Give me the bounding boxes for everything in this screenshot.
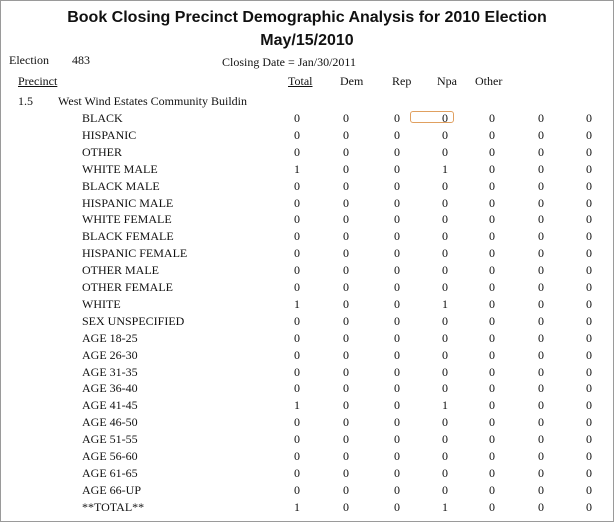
- row-label: AGE 36-40: [82, 381, 138, 396]
- row-label: AGE 61-65: [82, 465, 138, 480]
- row-value: 0: [586, 381, 592, 396]
- table-row: [0, 466, 614, 483]
- row-value: 0: [489, 144, 495, 159]
- table-row: [0, 128, 614, 145]
- row-value: 0: [294, 364, 300, 379]
- row-value: 0: [586, 347, 592, 362]
- row-value: 0: [294, 347, 300, 362]
- row-label: HISPANIC MALE: [82, 195, 174, 210]
- row-value: 0: [489, 127, 495, 142]
- row-value: 0: [343, 111, 349, 125]
- row-value: 0: [394, 449, 400, 463]
- table-row: [0, 196, 614, 213]
- row-value: 0: [442, 280, 448, 294]
- row-value: 0: [394, 280, 400, 294]
- row-value: 0: [489, 246, 495, 261]
- table-row: [0, 212, 614, 229]
- row-value: 0: [489, 381, 495, 396]
- table-row: [0, 263, 614, 280]
- row-label: WHITE: [82, 296, 121, 311]
- row-value: 0: [442, 263, 448, 278]
- table-row: [0, 415, 614, 432]
- row-value: 0: [442, 144, 448, 159]
- row-value: 0: [489, 499, 495, 514]
- row-value: 0: [489, 313, 495, 328]
- row-value: 0: [586, 449, 592, 463]
- table-row: [0, 331, 614, 348]
- row-value: 0: [538, 364, 544, 379]
- row-value: 0: [442, 212, 448, 227]
- row-value: 0: [538, 263, 544, 278]
- row-value: 0: [442, 415, 448, 430]
- table-row: [0, 483, 614, 500]
- row-value: 0: [489, 263, 495, 278]
- row-value: 0: [394, 229, 400, 244]
- row-value: 0: [343, 499, 349, 514]
- row-value: 0: [442, 195, 448, 210]
- row-value: 0: [394, 127, 400, 142]
- table-row: [0, 449, 614, 466]
- row-value: 0: [343, 364, 349, 379]
- row-value: 0: [394, 364, 400, 379]
- row-value: 1: [294, 161, 300, 176]
- row-value: 0: [294, 263, 300, 278]
- row-value: 0: [343, 229, 349, 244]
- row-value: 0: [489, 280, 495, 294]
- table-row: [0, 179, 614, 196]
- row-value: 0: [586, 296, 592, 311]
- row-value: 0: [294, 313, 300, 328]
- header-npa: Npa: [437, 74, 457, 88]
- row-value: 0: [538, 465, 544, 480]
- row-value: 0: [394, 263, 400, 278]
- row-value: 0: [489, 415, 495, 430]
- row-value: 0: [343, 161, 349, 176]
- row-value: 0: [489, 347, 495, 362]
- row-label: AGE 51-55: [82, 432, 138, 447]
- row-value: 0: [538, 398, 544, 413]
- row-value: 0: [343, 313, 349, 328]
- row-value: 1: [294, 398, 300, 413]
- row-value: 0: [394, 415, 400, 430]
- row-value: 0: [294, 127, 300, 142]
- row-value: 0: [343, 432, 349, 447]
- row-label: BLACK: [82, 111, 123, 125]
- row-value: 0: [586, 364, 592, 379]
- row-label: WHITE FEMALE: [82, 212, 172, 227]
- row-value: 0: [489, 465, 495, 480]
- row-value: 0: [538, 178, 544, 193]
- row-value: 0: [394, 212, 400, 227]
- row-value: 0: [394, 195, 400, 210]
- row-value: 0: [538, 212, 544, 227]
- row-value: 0: [489, 482, 495, 497]
- row-value: 0: [394, 161, 400, 176]
- header-total: Total: [288, 74, 313, 88]
- row-label: BLACK MALE: [82, 178, 160, 193]
- row-value: 0: [586, 161, 592, 176]
- row-value: 0: [343, 296, 349, 311]
- row-value: 1: [442, 499, 448, 514]
- row-value: 0: [442, 347, 448, 362]
- row-label: AGE 46-50: [82, 415, 138, 430]
- row-value: 0: [394, 499, 400, 514]
- row-value: 0: [442, 246, 448, 261]
- row-value: 0: [586, 415, 592, 430]
- row-value: 0: [294, 144, 300, 159]
- row-value: 0: [442, 111, 448, 125]
- row-value: 0: [586, 499, 592, 514]
- row-value: 0: [294, 415, 300, 430]
- table-row: [0, 145, 614, 162]
- row-value: 0: [394, 381, 400, 396]
- row-value: 0: [343, 127, 349, 142]
- table-row: [0, 348, 614, 365]
- table-row: [0, 314, 614, 331]
- row-value: 0: [394, 313, 400, 328]
- row-value: 0: [394, 432, 400, 447]
- row-value: 0: [343, 465, 349, 480]
- row-value: 0: [343, 347, 349, 362]
- row-value: 0: [538, 144, 544, 159]
- row-value: 0: [538, 127, 544, 142]
- row-label: AGE 56-60: [82, 449, 138, 463]
- row-value: 0: [538, 161, 544, 176]
- closing-date: Closing Date = Jan/30/2011: [222, 55, 356, 69]
- row-value: 0: [394, 178, 400, 193]
- row-value: 0: [343, 330, 349, 345]
- row-value: 0: [442, 364, 448, 379]
- row-value: 0: [343, 195, 349, 210]
- table-row: [0, 500, 614, 517]
- row-value: 0: [586, 212, 592, 227]
- row-value: 0: [294, 178, 300, 193]
- row-value: 0: [489, 432, 495, 447]
- row-value: 0: [538, 449, 544, 463]
- row-value: 0: [294, 381, 300, 396]
- row-value: 0: [294, 111, 300, 125]
- row-value: 0: [538, 313, 544, 328]
- row-value: 0: [442, 178, 448, 193]
- election-label: Election: [9, 53, 49, 67]
- row-value: 0: [343, 212, 349, 227]
- row-value: 0: [394, 398, 400, 413]
- row-value: 0: [442, 229, 448, 244]
- row-value: 0: [489, 195, 495, 210]
- row-value: 0: [538, 246, 544, 261]
- table-row: [0, 381, 614, 398]
- row-value: 0: [343, 449, 349, 463]
- row-value: 0: [586, 127, 592, 142]
- row-label: WHITE MALE: [82, 161, 158, 176]
- row-value: 0: [343, 482, 349, 497]
- row-value: 0: [343, 415, 349, 430]
- row-label: HISPANIC FEMALE: [82, 246, 188, 261]
- row-value: 0: [294, 449, 300, 463]
- row-value: 0: [538, 381, 544, 396]
- row-value: 0: [586, 313, 592, 328]
- row-label: OTHER: [82, 144, 122, 159]
- report-date: May/15/2010: [260, 32, 354, 49]
- row-value: 0: [442, 313, 448, 328]
- row-value: 0: [394, 296, 400, 311]
- row-label: AGE 18-25: [82, 330, 138, 345]
- row-value: 0: [586, 432, 592, 447]
- row-value: 1: [294, 296, 300, 311]
- row-value: 0: [442, 127, 448, 142]
- row-value: 0: [394, 347, 400, 362]
- row-label: OTHER FEMALE: [82, 280, 173, 294]
- row-value: 0: [586, 144, 592, 159]
- row-value: 0: [294, 482, 300, 497]
- row-value: 0: [394, 465, 400, 480]
- precinct-number: 1.5: [18, 94, 33, 108]
- header-rep: Rep: [392, 74, 412, 88]
- row-value: 0: [343, 246, 349, 261]
- row-value: 0: [538, 482, 544, 497]
- row-value: 0: [294, 229, 300, 244]
- header-dem: Dem: [340, 74, 364, 88]
- row-value: 0: [343, 280, 349, 294]
- table-row: [0, 398, 614, 415]
- row-value: 0: [294, 195, 300, 210]
- table-row: [0, 365, 614, 382]
- row-value: 0: [538, 280, 544, 294]
- row-value: 0: [489, 178, 495, 193]
- election-value: 483: [72, 53, 90, 67]
- row-value: 0: [294, 330, 300, 345]
- row-label: SEX UNSPECIFIED: [82, 313, 185, 328]
- row-value: 0: [489, 398, 495, 413]
- table-row: [0, 229, 614, 246]
- row-value: 0: [442, 465, 448, 480]
- row-value: 0: [394, 111, 400, 125]
- row-value: 0: [343, 263, 349, 278]
- row-value: 0: [343, 398, 349, 413]
- row-value: 0: [586, 246, 592, 261]
- row-value: 0: [538, 347, 544, 362]
- row-value: 0: [294, 212, 300, 227]
- header-precinct: Precinct: [18, 74, 58, 88]
- row-value: 0: [538, 415, 544, 430]
- table-row: [0, 246, 614, 263]
- row-value: 0: [343, 178, 349, 193]
- table-row: [0, 297, 614, 314]
- row-value: 1: [442, 296, 448, 311]
- row-value: 0: [294, 432, 300, 447]
- row-value: 0: [294, 280, 300, 294]
- row-value: 0: [394, 144, 400, 159]
- row-value: 0: [394, 330, 400, 345]
- row-value: 0: [489, 212, 495, 227]
- row-value: 1: [442, 161, 448, 176]
- row-label: AGE 26-30: [82, 347, 138, 362]
- row-value: 0: [538, 296, 544, 311]
- row-value: 0: [586, 195, 592, 210]
- table-row: [0, 280, 614, 297]
- row-value: 0: [586, 330, 592, 345]
- row-value: 0: [538, 499, 544, 514]
- row-value: 0: [394, 246, 400, 261]
- row-value: 0: [489, 330, 495, 345]
- row-value: 0: [294, 465, 300, 480]
- row-value: 0: [586, 465, 592, 480]
- row-label: **TOTAL**: [82, 499, 145, 514]
- row-value: 0: [489, 161, 495, 176]
- row-label: AGE 41-45: [82, 398, 138, 413]
- row-label: AGE 66-UP: [82, 482, 141, 497]
- row-value: 0: [489, 449, 495, 463]
- row-value: 0: [586, 263, 592, 278]
- row-value: 0: [442, 330, 448, 345]
- row-value: 0: [538, 432, 544, 447]
- table-row: [0, 111, 614, 128]
- row-value: 0: [586, 482, 592, 497]
- report-title: Book Closing Precinct Demographic Analysis for 2010 Election: [67, 9, 547, 26]
- row-value: 0: [538, 229, 544, 244]
- row-value: 0: [586, 280, 592, 294]
- row-value: 0: [489, 296, 495, 311]
- row-value: 1: [442, 398, 448, 413]
- row-value: 0: [442, 482, 448, 497]
- row-value: 0: [442, 381, 448, 396]
- precinct-name: West Wind Estates Community Buildin: [58, 94, 247, 108]
- row-label: HISPANIC: [82, 127, 137, 142]
- row-value: 0: [538, 111, 544, 125]
- row-label: BLACK FEMALE: [82, 229, 174, 244]
- row-value: 0: [442, 449, 448, 463]
- row-value: 0: [343, 381, 349, 396]
- row-label: AGE 31-35: [82, 364, 138, 379]
- row-value: 0: [442, 432, 448, 447]
- row-value: 0: [586, 398, 592, 413]
- row-value: 1: [294, 499, 300, 514]
- table-row: [0, 162, 614, 179]
- row-value: 0: [586, 229, 592, 244]
- row-value: 0: [538, 195, 544, 210]
- table-row: [0, 432, 614, 449]
- header-other: Other: [475, 74, 503, 88]
- row-value: 0: [294, 246, 300, 261]
- row-value: 0: [394, 482, 400, 497]
- row-value: 0: [489, 364, 495, 379]
- row-value: 0: [586, 178, 592, 193]
- row-value: 0: [538, 330, 544, 345]
- row-value: 0: [343, 144, 349, 159]
- row-value: 0: [489, 111, 495, 125]
- row-label: OTHER MALE: [82, 263, 159, 278]
- row-value: 0: [586, 111, 592, 125]
- row-value: 0: [489, 229, 495, 244]
